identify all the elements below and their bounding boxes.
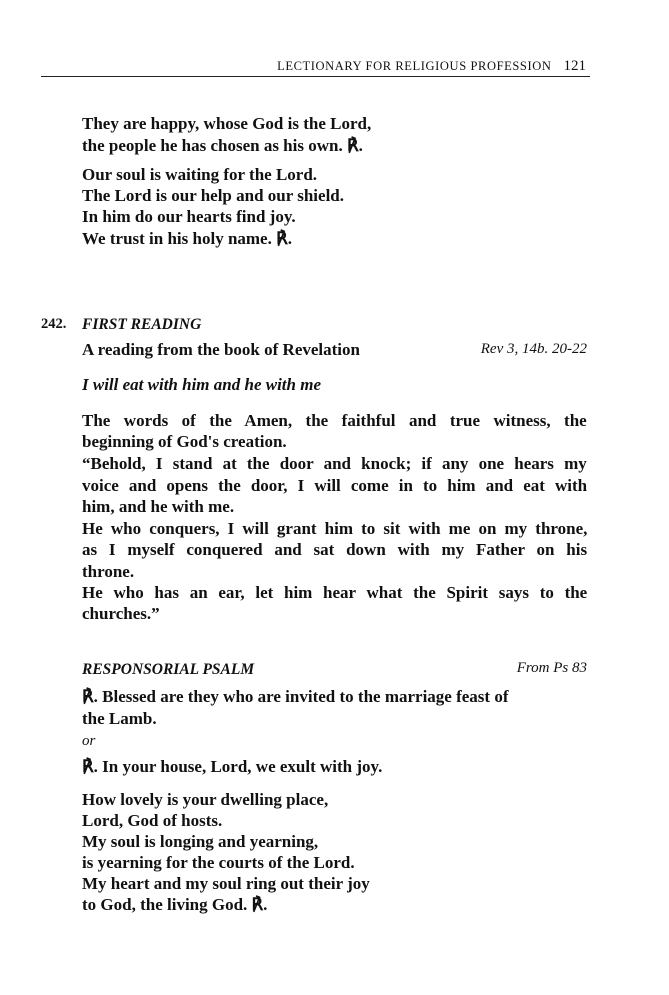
reading-line: as I myself conquered and sat down with my Father on his — [82, 540, 588, 559]
page-number: 121 — [563, 58, 586, 74]
running-title: LECTIONARY FOR RELIGIOUS PROFESSION — [277, 59, 552, 73]
psalm-line: We trust in his holy name. ℟. — [82, 229, 292, 248]
response-line: the Lamb. — [82, 709, 157, 728]
psalm-line: Our soul is waiting for the Lord. — [82, 165, 318, 184]
reading-line: churches.” — [82, 604, 160, 623]
reading-line: throne. — [82, 562, 135, 581]
section-number: 242. — [41, 316, 67, 332]
psalm-line: In him do our hearts find joy. — [82, 207, 296, 226]
psalm-line: My soul is longing and yearning, — [82, 832, 319, 851]
reading-heading: FIRST READING — [82, 316, 202, 333]
header-rule — [41, 76, 590, 77]
psalm-line: is yearning for the courts of the Lord. — [82, 853, 355, 872]
response-line: ℟. In your house, Lord, we exult with joy. — [82, 757, 383, 776]
psalm-line: the people he has chosen as his own. ℟. — [82, 136, 363, 155]
reading-theme: I will eat with him and he with me — [82, 375, 321, 394]
psalm-line: My heart and my soul ring out their joy — [82, 874, 370, 893]
or-label: or — [82, 733, 96, 749]
psalm-line: How lovely is your dwelling place, — [82, 790, 329, 809]
psalm-line: to God, the living God. ℟. — [82, 895, 268, 914]
reading-line: him, and he with me. — [82, 497, 235, 516]
reading-line: He who conquers, I will grant him to sit with me on my throne, — [82, 519, 588, 538]
running-header — [277, 58, 586, 75]
reading-text: The words of the Amen, the faithful and true witness, the — [82, 411, 587, 430]
psalm-citation: From Ps 83 — [516, 660, 587, 676]
reading-line: “Behold, I stand at the door and knock; if any one hears my — [82, 454, 587, 473]
reading-line: beginning of God's creation. — [82, 432, 287, 451]
psalm-line: Lord, God of hosts. — [82, 811, 223, 830]
reading-citation: Rev 3, 14b. 20-22 — [480, 341, 587, 357]
psalm-line: They are happy, whose God is the Lord, — [82, 114, 372, 133]
reading-line: He who has an ear, let him hear what the Spirit says to the — [82, 583, 588, 602]
psalm-line: The Lord is our help and our shield. — [82, 186, 345, 205]
reading-line — [82, 410, 587, 431]
reading-line: voice and opens the door, I will come in to him and eat with — [82, 476, 588, 495]
response-line: ℟. Blessed are they who are invited to the marriage feast of — [82, 687, 509, 706]
reading-intro: A reading from the book of Revelation — [82, 340, 360, 359]
psalm-heading: RESPONSORIAL PSALM — [82, 661, 255, 678]
